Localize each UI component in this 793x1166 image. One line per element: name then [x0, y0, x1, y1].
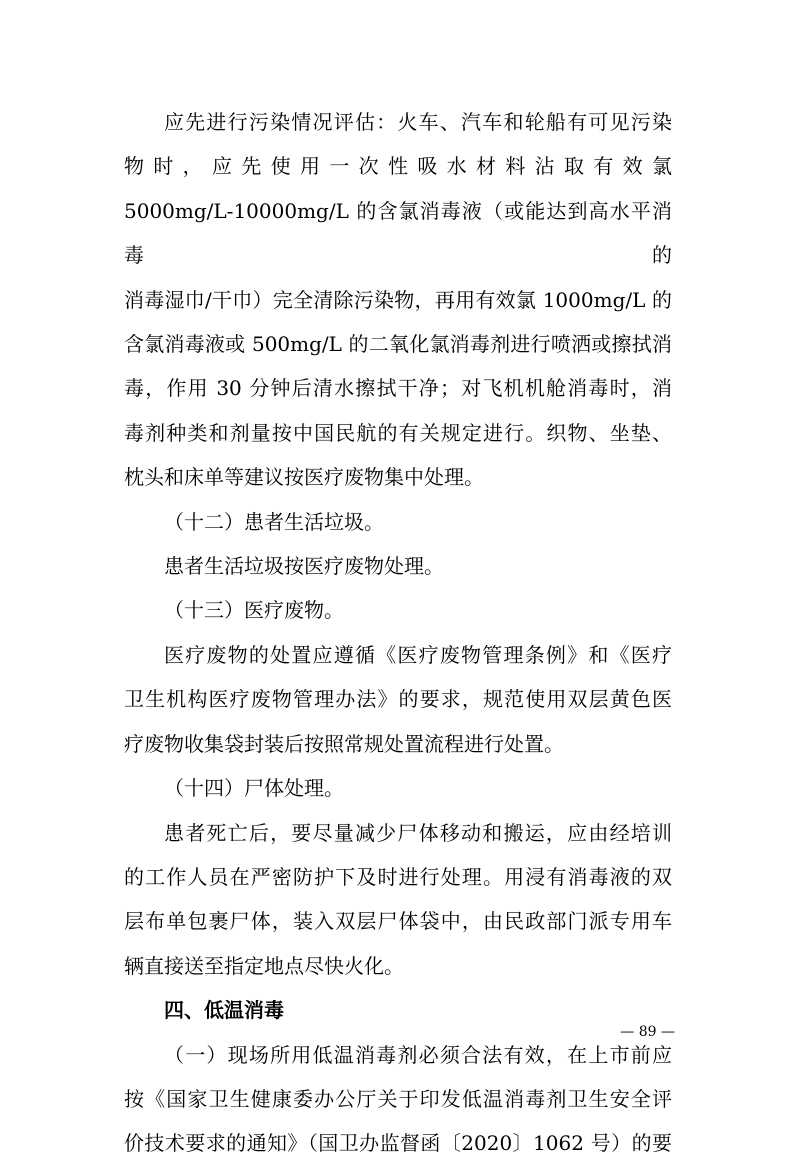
text-line: 按《国家卫生健康委办公厅关于印发低温消毒剂卫生安全评	[124, 1086, 672, 1111]
section-heading-low-temp: 四、低温消毒	[164, 998, 284, 1023]
text-line: 消毒湿巾/干巾）完全清除污染物，再用有效氯 1000mg/L 的	[124, 287, 672, 312]
text-line: 毒，作用 30 分钟后清水擦拭干净；对飞机机舱消毒时，消	[124, 376, 672, 401]
section-heading-12: （十二）患者生活垃圾。	[164, 509, 384, 534]
text-line: 的工作人员在严密防护下及时进行处理。用浸有消毒液的双	[124, 864, 672, 889]
text-line: 应先进行污染情况评估：火车、汽车和轮船有可见污染	[164, 110, 672, 134]
text-line: 医疗废物的处置应遵循《医疗废物管理条例》和《医疗	[164, 642, 672, 667]
paragraph-pollution-assessment	[124, 100, 672, 500]
text-line: （一）现场所用低温消毒剂必须合法有效，在上市前应	[164, 1042, 672, 1067]
paragraph-low-temp-disinfectant	[124, 1033, 672, 1166]
text-line: 疗废物收集袋封装后按照常规处置流程进行处置。	[124, 731, 564, 756]
paragraph-patient-waste	[124, 544, 672, 588]
text-line: 价技术要求的通知》（国卫办监督函〔2020〕1062 号）的要	[124, 1131, 672, 1156]
section-heading-14: （十四）尸体处理。	[164, 776, 344, 801]
text-line: 毒剂种类和剂量按中国民航的有关规定进行。织物、坐垫、	[124, 420, 672, 445]
text-line: 枕头和床单等建议按医疗废物集中处理。	[124, 465, 484, 490]
document-body	[124, 100, 672, 1166]
text-line: 5000mg/L-10000mg/L 的含氯消毒液（或能达到高水平消毒的	[124, 198, 672, 268]
text-line: 患者死亡后，要尽量减少尸体移动和搬运，应由经培训	[164, 820, 672, 845]
text-line: 物时，应先使用一次性吸水材料沾取有效氯	[124, 154, 672, 179]
paragraph-body-handling	[124, 811, 672, 989]
text-line: 患者生活垃圾按医疗废物处理。	[164, 554, 444, 579]
text-line: 卫生机构医疗废物管理办法》的要求，规范使用双层黄色医	[124, 687, 672, 712]
text-line: 含氯消毒液或 500mg/L 的二氧化氯消毒剂进行喷洒或擦拭消	[124, 332, 672, 357]
text-line: 层布单包裹尸体，装入双层尸体袋中，由民政部门派专用车	[124, 909, 672, 934]
page-number: — 89 —	[620, 1024, 675, 1040]
paragraph-medical-waste	[124, 633, 672, 766]
section-heading-13: （十三）医疗废物。	[164, 598, 344, 623]
text-line: 辆直接送至指定地点尽快火化。	[124, 953, 404, 978]
